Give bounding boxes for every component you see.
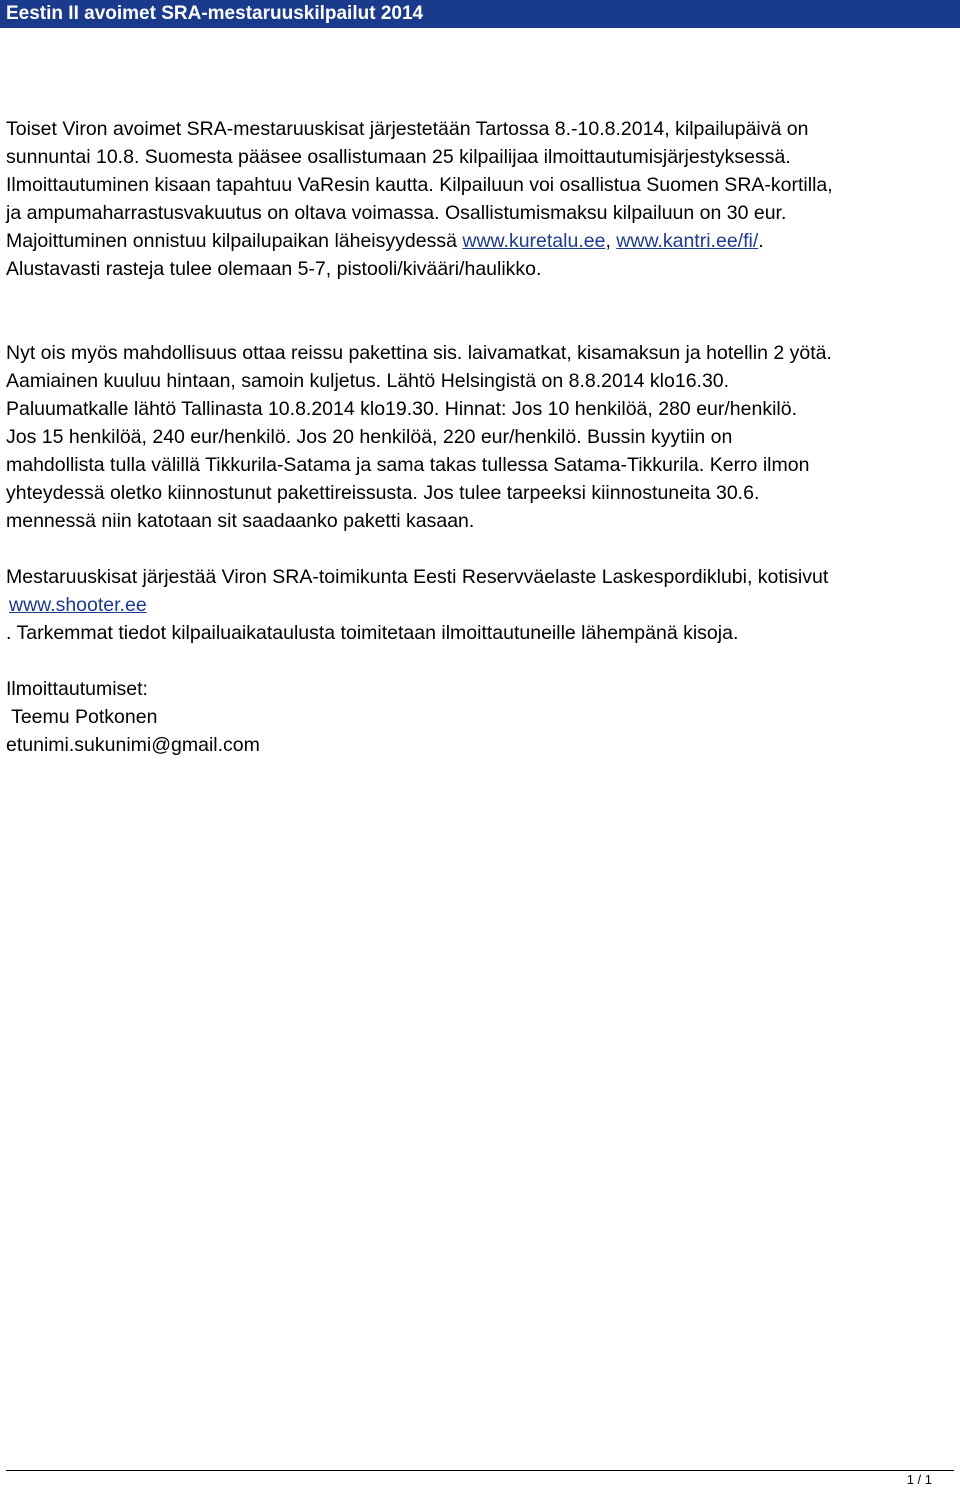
paragraph-organizer bbox=[6, 563, 954, 647]
document-title-bar bbox=[0, 0, 960, 28]
text-line: Toiset Viron avoimet SRA-mestaruuskisat järjestetään Tartossa 8.-10.8.2014, kilpailupäivä on bbox=[6, 118, 809, 140]
paragraph-package-trip bbox=[6, 339, 954, 535]
organizer-link-line bbox=[6, 591, 954, 619]
paragraph-gap bbox=[6, 283, 954, 311]
page-number: 1 / 1 bbox=[906, 1472, 932, 1487]
paragraph-contact bbox=[6, 675, 954, 759]
text-line: yhteydessä oletko kiinnostunut pakettireissusta. Jos tulee tarpeeksi kiinnostuneita 30.6. bbox=[6, 482, 760, 504]
text-line: ja ampumaharrastusvakuutus on oltava voimassa. Osallistumismaksu kilpailuun on 30 eur. bbox=[6, 202, 787, 224]
text-line: Ilmoittautuminen kisaan tapahtuu VaResin kautta. Kilpailuun voi osallistua Suomen SRA-kortilla, bbox=[6, 174, 833, 196]
document-body bbox=[6, 115, 954, 759]
text-line: . Tarkemmat tiedot kilpailuaikataulusta toimitetaan ilmoittautuneille lähempänä kisoja. bbox=[6, 622, 739, 644]
text-span: , bbox=[605, 230, 617, 252]
text-line: Paluumatkalle lähtö Tallinasta 10.8.2014 klo19.30. Hinnat: Jos 10 henkilöä, 280 eur/henkilö. bbox=[6, 398, 798, 420]
text-line: Aamiainen kuuluu hintaan, samoin kuljetus. Lähtö Helsingistä on 8.8.2014 klo16.30. bbox=[6, 370, 730, 392]
text-span: Majoittuminen onnistuu kilpailupaikan läheisyydessä bbox=[6, 230, 463, 252]
text-line: Jos 15 henkilöä, 240 eur/henkilö. Jos 20 henkilöä, 220 eur/henkilö. Bussin kyytiin on bbox=[6, 426, 733, 448]
paragraph-registration-info bbox=[6, 115, 954, 283]
contact-email: etunimi.sukunimi@gmail.com bbox=[6, 734, 260, 756]
text-line: sunnuntai 10.8. Suomesta pääsee osallistumaan 25 kilpailijaa ilmoittautumisjärjestyksessä. bbox=[6, 146, 791, 168]
text-span: . bbox=[758, 230, 764, 252]
text-line: Nyt ois myös mahdollisuus ottaa reissu pakettina sis. laivamatkat, kisamaksun ja hotellin 2 yötä. bbox=[6, 342, 832, 364]
contact-label: Ilmoittautumiset: bbox=[6, 678, 148, 700]
text-line: mennessä niin katotaan sit saadaanko paketti kasaan. bbox=[6, 510, 475, 532]
contact-name: Teemu Potkonen bbox=[6, 706, 158, 728]
text-line: Mestaruuskisat järjestää Viron SRA-toimikunta Eesti Reservväelaste Laskespordiklubi, kotisivut bbox=[6, 566, 829, 588]
accommodation-line bbox=[6, 227, 954, 255]
link-kuretalu[interactable]: www.kuretalu.ee bbox=[462, 230, 606, 252]
paragraph-gap bbox=[6, 535, 954, 563]
paragraph-gap bbox=[6, 311, 954, 339]
footer-divider bbox=[6, 1470, 954, 1471]
document-title: Eestin II avoimet SRA-mestaruuskilpailut 2014 bbox=[6, 3, 424, 24]
link-kantri[interactable]: www.kantri.ee/fi/ bbox=[616, 230, 759, 252]
paragraph-gap bbox=[6, 647, 954, 675]
text-line: Alustavasti rasteja tulee olemaan 5-7, pistooli/kivääri/haulikko. bbox=[6, 258, 542, 280]
link-shooter[interactable]: www.shooter.ee bbox=[9, 594, 147, 616]
text-line: mahdollista tulla välillä Tikkurila-Satama ja sama takas tullessa Satama-Tikkurila. Kerro ilmon bbox=[6, 454, 810, 476]
